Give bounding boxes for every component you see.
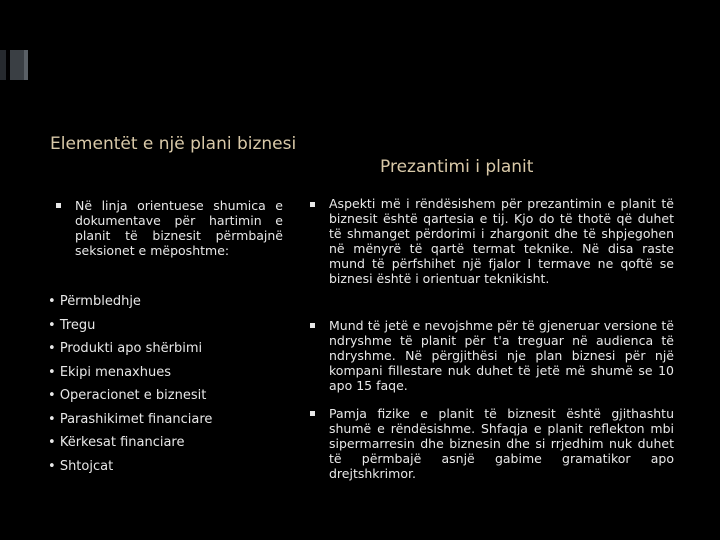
- paragraph-appearance: Pamja fizike e planit të biznesit është gjithashtu shumë e rëndësishme. Shfaqja e planit reflekton mbi sipermarresin dhe biznesin dhe si rrjedhim nuk duhet të përmbajë asnjë gabime gramatikor apo drejtshkrimor.: [329, 406, 674, 481]
- paragraph-clarity: Aspekti më i rëndësishem për prezantimin e planit të biznesit është qartesia e tij. Kjo do të thotë që duhet të shmanget përdorimi i zhargonit dhe të shpjegohen në mënyrë të qartë termat teknike. Në disa raste mund të përfshihet një fjalor I termave ne qoftë se biznesi është i orientuar teknikisht.: [329, 196, 674, 286]
- list-item: • Kërkesat financiare: [48, 431, 212, 455]
- slide-decoration-bar: [0, 50, 6, 80]
- square-bullet-icon: [310, 323, 315, 328]
- left-heading: Elementët e një plani biznesi: [50, 134, 297, 154]
- list-item: • Operacionet e biznesit: [48, 384, 212, 408]
- sections-list: [48, 290, 212, 478]
- list-item: • Ekipi menaxhues: [48, 361, 212, 385]
- paragraph-versions: Mund të jetë e nevojshme për të gjeneruar versione të ndryshme të planit për t'a treguar në audienca të ndryshme. Në përgjithësi nje plan biznesi për një kompani fillestare nuk duhet të jetë më shumë se 10 apo 15 faqe.: [329, 318, 674, 393]
- list-item: • Parashikimet financiare: [48, 408, 212, 432]
- square-bullet-icon: [310, 202, 315, 207]
- intro-text: Në linja orientuese shumica e dokumentave për hartimin e planit të biznesit përmbajnë seksionet e mëposhtme:: [75, 198, 283, 258]
- list-item: • Tregu: [48, 314, 212, 338]
- square-bullet-icon: [310, 411, 315, 416]
- list-item: • Produkti apo shërbimi: [48, 337, 212, 361]
- slide-decoration-bar: [10, 50, 24, 80]
- list-item: • Shtojcat: [48, 455, 212, 479]
- square-bullet-icon: [56, 203, 61, 208]
- list-item: • Përmbledhje: [48, 290, 212, 314]
- slide-decoration-bar: [24, 50, 28, 80]
- right-heading: Prezantimi i planit: [380, 157, 534, 177]
